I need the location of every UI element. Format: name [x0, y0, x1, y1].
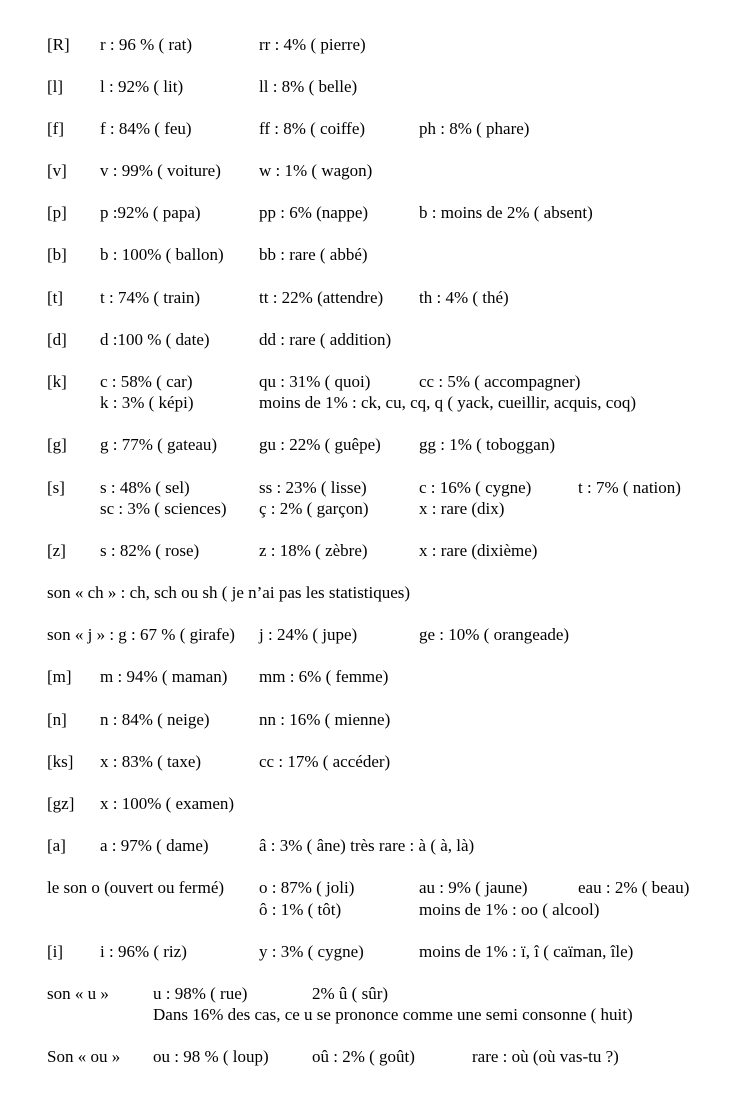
spelling-k-1: c : 58% ( car)	[100, 372, 193, 391]
phoneme-p: [p]	[47, 203, 67, 222]
phoneme-o-lead: le son o (ouvert ou fermé)	[47, 878, 225, 897]
phoneme-f: [f]	[47, 119, 64, 138]
spelling-s-4: t : 7% ( nation)	[578, 478, 681, 497]
spelling-o-5: moins de 1% : oo ( alcool)	[419, 900, 600, 919]
phoneme-u-lead: son « u »	[47, 984, 109, 1003]
spelling-v-2: w : 1% ( wagon)	[259, 161, 373, 180]
spelling-o-4: ô : 1% ( tôt)	[259, 900, 342, 919]
spelling-k-5: moins de 1% : ck, cu, cq, q ( yack, cueillir, acquis, coq)	[259, 393, 636, 412]
spelling-v-1: v : 99% ( voiture)	[100, 161, 221, 180]
spelling-z-3: x : rare (dixième)	[419, 541, 538, 560]
spelling-s-1: s : 48% ( sel)	[100, 478, 190, 497]
spelling-l-1: l : 92% ( lit)	[100, 77, 184, 96]
spelling-u-2: 2% û ( sûr)	[312, 984, 389, 1003]
spelling-j-3: ge : 10% ( orangeade)	[419, 625, 570, 644]
phoneme-i: [i]	[47, 942, 64, 961]
spelling-t-3: th : 4% ( thé)	[419, 288, 509, 307]
phoneme-v: [v]	[47, 161, 67, 180]
spelling-g-2: gu : 22% ( guêpe)	[259, 435, 381, 454]
spelling-t-1: t : 74% ( train)	[100, 288, 201, 307]
phoneme-g: [g]	[47, 435, 67, 454]
spelling-u-1: u : 98% ( rue)	[153, 984, 248, 1003]
phoneme-t: [t]	[47, 288, 64, 307]
phoneme-b: [b]	[47, 245, 67, 264]
phoneme-z: [z]	[47, 541, 66, 560]
spelling-o-3: eau : 2% ( beau)	[578, 878, 690, 897]
spelling-g-1: g : 77% ( gateau)	[100, 435, 218, 454]
spelling-b-1: b : 100% ( ballon)	[100, 245, 224, 264]
spelling-p-3: b : moins de 2% ( absent)	[419, 203, 593, 222]
phoneme-s: [s]	[47, 478, 65, 497]
spelling-t-2: tt : 22% (attendre)	[259, 288, 384, 307]
phoneme-j-lead: son « j » : g : 67 % ( girafe)	[47, 625, 235, 644]
spelling-b-2: bb : rare ( abbé)	[259, 245, 368, 264]
spelling-k-4: k : 3% ( képi)	[100, 393, 194, 412]
spelling-m-1: m : 94% ( maman)	[100, 667, 228, 686]
spelling-s-5: sc : 3% ( sciences)	[100, 499, 227, 518]
spelling-i-1: i : 96% ( riz)	[100, 942, 187, 961]
spelling-f-1: f : 84% ( feu)	[100, 119, 192, 138]
phoneme-ks: [ks]	[47, 752, 74, 771]
spelling-f-2: ff : 8% ( coiffe)	[259, 119, 366, 138]
spelling-n-2: nn : 16% ( mienne)	[259, 710, 391, 729]
spelling-ou-3: rare : où (où vas-tu ?)	[472, 1047, 619, 1066]
spelling-g-3: gg : 1% ( toboggan)	[419, 435, 555, 454]
phoneme-a: [a]	[47, 836, 66, 855]
phoneme-d: [d]	[47, 330, 67, 349]
spelling-d-1: d :100 % ( date)	[100, 330, 210, 349]
spelling-s-6: ç : 2% ( garçon)	[259, 499, 369, 518]
phoneme-ch-line: son « ch » : ch, sch ou sh ( je n’ai pas les statistiques)	[47, 583, 411, 602]
spelling-n-1: n : 84% ( neige)	[100, 710, 210, 729]
spelling-s-3: c : 16% ( cygne)	[419, 478, 532, 497]
phoneme-r: [R]	[47, 35, 70, 54]
spelling-s-7: x : rare (dix)	[419, 499, 505, 518]
spelling-z-1: s : 82% ( rose)	[100, 541, 200, 560]
spelling-o-2: au : 9% ( jaune)	[419, 878, 528, 897]
spelling-k-2: qu : 31% ( quoi)	[259, 372, 371, 391]
spelling-j-2: j : 24% ( jupe)	[259, 625, 358, 644]
spelling-f-3: ph : 8% ( phare)	[419, 119, 530, 138]
phoneme-n: [n]	[47, 710, 67, 729]
phoneme-k: [k]	[47, 372, 67, 391]
spelling-s-2: ss : 23% ( lisse)	[259, 478, 367, 497]
spelling-ks-2: cc : 17% ( accéder)	[259, 752, 391, 771]
phoneme-l: [l]	[47, 77, 64, 96]
spelling-d-2: dd : rare ( addition)	[259, 330, 392, 349]
spelling-z-2: z : 18% ( zèbre)	[259, 541, 368, 560]
spelling-p-2: pp : 6% (nappe)	[259, 203, 369, 222]
spelling-ou-2: oû : 2% ( goût)	[312, 1047, 415, 1066]
phoneme-m: [m]	[47, 667, 72, 686]
phoneme-ou-lead: Son « ou »	[47, 1047, 121, 1066]
spelling-i-2: y : 3% ( cygne)	[259, 942, 364, 961]
spelling-gz-1: x : 100% ( examen)	[100, 794, 235, 813]
spelling-m-2: mm : 6% ( femme)	[259, 667, 389, 686]
spelling-u-note: Dans 16% des cas, ce u se prononce comme une semi consonne ( huit)	[153, 1005, 633, 1024]
spelling-i-3: moins de 1% : ï, î ( caïman, île)	[419, 942, 634, 961]
spelling-a-1: a : 97% ( dame)	[100, 836, 209, 855]
phoneme-gz: [gz]	[47, 794, 75, 813]
spelling-k-3: cc : 5% ( accompagner)	[419, 372, 581, 391]
spelling-p-1: p :92% ( papa)	[100, 203, 201, 222]
spelling-r-1: r : 96 % ( rat)	[100, 35, 193, 54]
spelling-r-2: rr : 4% ( pierre)	[259, 35, 366, 54]
spelling-o-1: o : 87% ( joli)	[259, 878, 355, 897]
spelling-ou-1: ou : 98 % ( loup)	[153, 1047, 269, 1066]
spelling-ks-1: x : 83% ( taxe)	[100, 752, 202, 771]
spelling-a-2: â : 3% ( âne) très rare : à ( à, là)	[259, 836, 475, 855]
spelling-l-2: ll : 8% ( belle)	[259, 77, 358, 96]
